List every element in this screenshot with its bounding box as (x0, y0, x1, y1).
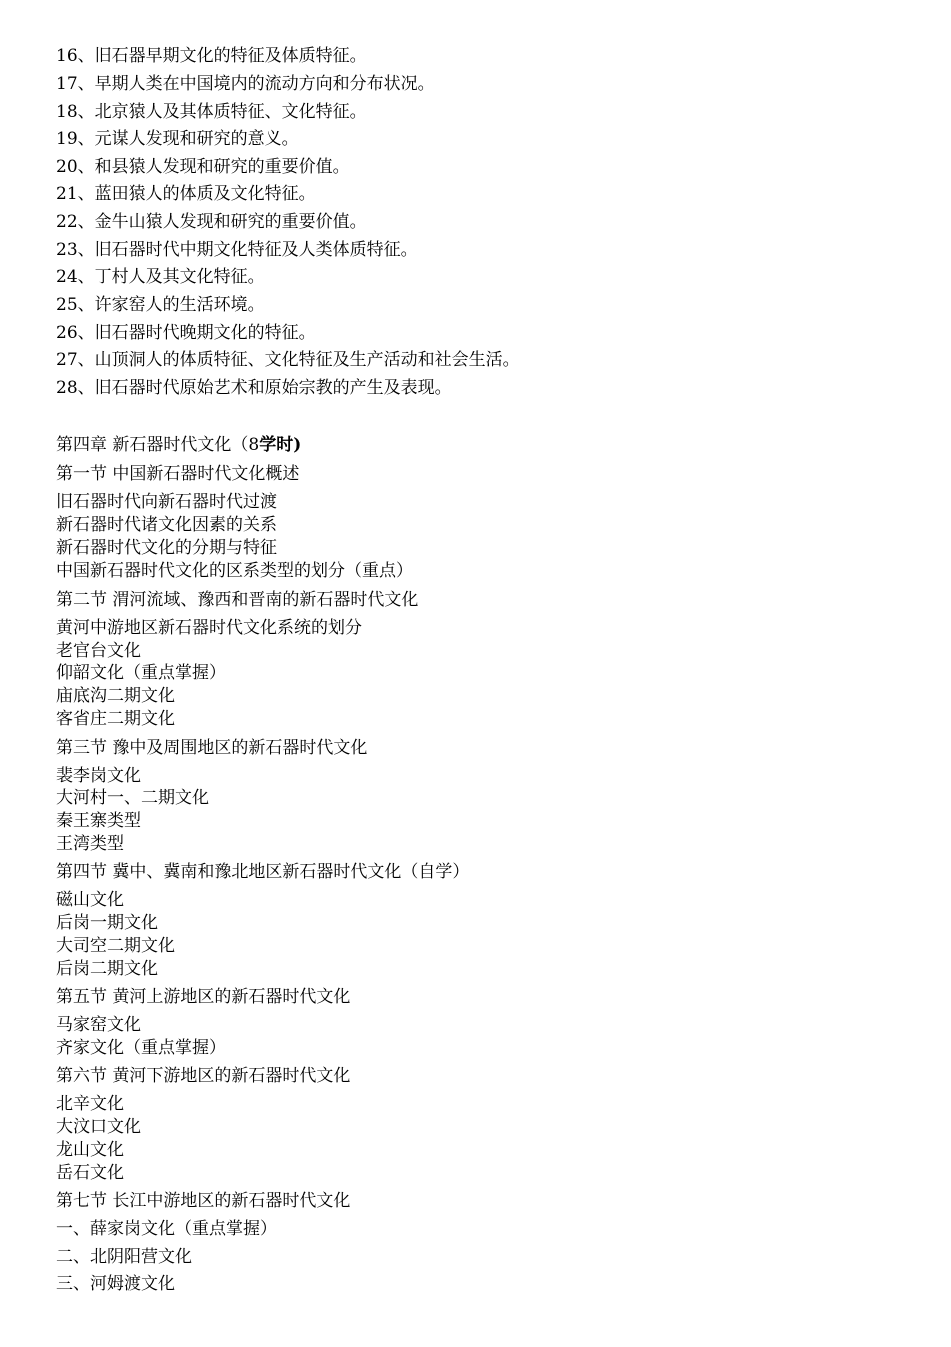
topic-item: 三、河姆渡文化 (56, 1274, 175, 1294)
question-item: 17、早期人类在中国境内的流动方向和分布状况。 (56, 74, 435, 94)
topic-item: 裴李岗文化 (56, 766, 141, 786)
topic-item: 一、薛家岗文化（重点掌握） (56, 1219, 277, 1239)
topic-item: 黄河中游地区新石器时代文化系统的划分 (56, 618, 362, 638)
topic-item: 秦王寨类型 (56, 811, 141, 831)
question-item: 19、元谋人发现和研究的意义。 (56, 129, 299, 149)
topic-item: 后岗二期文化 (56, 959, 158, 979)
topic-item: 马家窑文化 (56, 1015, 141, 1035)
chapter-title (56, 434, 301, 456)
topic-item: 庙底沟二期文化 (56, 686, 175, 706)
topic-item: 大司空二期文化 (56, 936, 175, 956)
topic-item: 新石器时代文化的分期与特征 (56, 538, 277, 558)
topic-item: 北辛文化 (56, 1094, 124, 1114)
topic-item: 二、北阴阳营文化 (56, 1247, 192, 1267)
topic-item: 大汶口文化 (56, 1117, 141, 1137)
question-item: 27、山顶洞人的体质特征、文化特征及生产活动和社会生活。 (56, 350, 520, 370)
question-item: 16、旧石器早期文化的特征及体质特征。 (56, 46, 367, 66)
question-item: 25、许家窑人的生活环境。 (56, 295, 265, 315)
question-item: 20、和县猿人发现和研究的重要价值。 (56, 157, 350, 177)
section-title: 第一节 中国新石器时代文化概述 (56, 464, 300, 484)
topic-item: 岳石文化 (56, 1163, 124, 1183)
topic-item: 老官台文化 (56, 641, 141, 661)
question-item: 22、金牛山猿人发现和研究的重要价值。 (56, 212, 367, 232)
topic-item: 王湾类型 (56, 834, 124, 854)
topic-item: 新石器时代诸文化因素的关系 (56, 515, 277, 535)
topic-item: 齐家文化（重点掌握） (56, 1038, 226, 1058)
topic-item: 大河村一、二期文化 (56, 788, 209, 808)
section-title: 第三节 豫中及周围地区的新石器时代文化 (56, 738, 368, 758)
question-item: 18、北京猿人及其体质特征、文化特征。 (56, 102, 367, 122)
question-item: 26、旧石器时代晚期文化的特征。 (56, 323, 316, 343)
topic-item: 磁山文化 (56, 890, 124, 910)
question-item: 24、丁村人及其文化特征。 (56, 267, 265, 287)
topic-item: 仰韶文化（重点掌握） (56, 663, 226, 683)
section-title: 第六节 黄河下游地区的新石器时代文化 (56, 1066, 351, 1086)
section-title: 第七节 长江中游地区的新石器时代文化 (56, 1191, 351, 1211)
question-item: 28、旧石器时代原始艺术和原始宗教的产生及表现。 (56, 378, 452, 398)
section-title: 第四节 冀中、冀南和豫北地区新石器时代文化（自学） (56, 862, 470, 882)
section-title: 第二节 渭河流域、豫西和晋南的新石器时代文化 (56, 590, 419, 610)
topic-item: 中国新石器时代文化的区系类型的划分（重点） (56, 561, 413, 581)
question-item: 23、旧石器时代中期文化特征及人类体质特征。 (56, 240, 418, 260)
topic-item: 后岗一期文化 (56, 913, 158, 933)
question-item: 21、蓝田猿人的体质及文化特征。 (56, 184, 316, 204)
chapter-title-text: 第四章 新石器时代文化（8 (56, 435, 260, 455)
topic-item: 客省庄二期文化 (56, 709, 175, 729)
chapter-title-bold: 学时) (259, 435, 302, 455)
topic-item: 旧石器时代向新石器时代过渡 (56, 492, 277, 512)
topic-item: 龙山文化 (56, 1140, 124, 1160)
section-title: 第五节 黄河上游地区的新石器时代文化 (56, 987, 351, 1007)
